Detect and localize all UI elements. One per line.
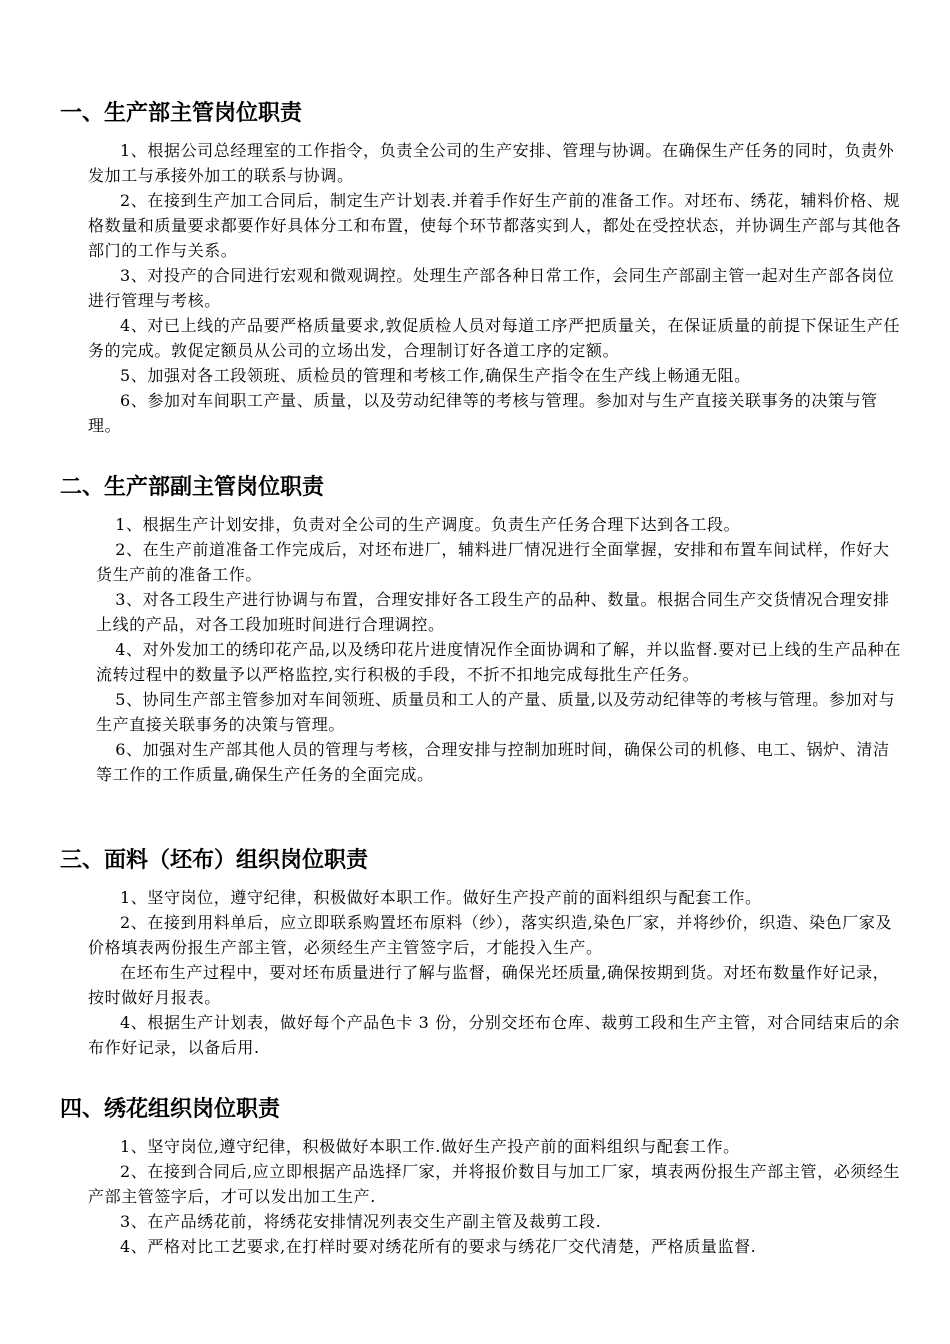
section-body-2 [96, 512, 901, 787]
paragraph: 4、对外发加工的绣印花产品,以及绣印花片进度情况作全面协调和了解，并以监督.要对已上线的生产品种在流转过程中的数量予以严格监控,实行积极的手段，不折不扣地完成每批生产任务。 [96, 640, 901, 684]
paragraph: 3、在产品绣花前，将绣花安排情况列表交生产副主管及裁剪工段. [120, 1212, 602, 1231]
paragraph: 1、根据生产计划安排，负责对全公司的生产调度。负责生产任务合理下达到各工段。 [115, 515, 741, 534]
section-title-4: 四、绣花组织岗位职责 [60, 1097, 281, 1122]
paragraph: 3、对投产的合同进行宏观和微观调控。处理生产部各种日常工作，会同生产部副主管一起对生产部各岗位进行管理与考核。 [88, 266, 895, 310]
paragraph: 4、对已上线的产品要严格质量要求,敦促质检人员对每道工序严把质量关，在保证质量的前提下保证生产任务的完成。敦促定额员从公司的立场出发，合理制订好各道工序的定额。 [88, 316, 901, 360]
section-title-1: 一、生产部主管岗位职责 [60, 101, 303, 126]
paragraph: 2、在生产前道准备工作完成后，对坯布进厂，辅料进厂情况进行全面掌握，安排和布置车间试样，作好大货生产前的准备工作。 [96, 540, 890, 584]
paragraph: 3、对各工段生产进行协调与布置，合理安排好各工段生产的品种、数量。根据合同生产交货情况合理安排上线的产品，对各工段加班时间进行合理调控。 [96, 590, 890, 634]
paragraph: 5、加强对各工段领班、质检员的管理和考核工作,确保生产指令在生产线上畅通无阻。 [120, 366, 751, 385]
section-body-1 [88, 138, 903, 438]
paragraph: 6、参加对车间职工产量、质量，以及劳动纪律等的考核与管理。参加对与生产直接关联事务的决策与管理。 [88, 391, 878, 435]
paragraph: 1、坚守岗位,遵守纪律，积极做好本职工作.做好生产投产前的面料组织与配套工作。 [120, 1137, 740, 1156]
paragraph: 1、根据公司总经理室的工作指令，负责全公司的生产安排、管理与协调。在确保生产任务的同时，负责外发加工与承接外加工的联系与协调。 [88, 141, 895, 185]
section-title-3: 三、面料（坯布）组织岗位职责 [60, 848, 369, 873]
section-body-4 [88, 1134, 903, 1259]
paragraph: 4、根据生产计划表，做好每个产品色卡 3 份，分别交坯布仓库、裁剪工段和生产主管，对合同结束后的余布作好记录，以备后用. [88, 1013, 900, 1057]
section-title-2: 二、生产部副主管岗位职责 [60, 475, 325, 500]
paragraph: 在坯布生产过程中，要对坯布质量进行了解与监督，确保光坯质量,确保按期到货。对坯布数量作好记录，按时做好月报表。 [88, 963, 890, 1007]
paragraph: 2、在接到生产加工合同后，制定生产计划表.并着手作好生产前的准备工作。对坯布、绣花，辅料价格、规格数量和质量要求都要作好具体分工和布置，使每个环节都落实到人，都处在受控状态，并协调生产部与其他各部门的工作与关系。 [88, 191, 902, 260]
paragraph: 2、在接到用料单后，应立即联系购置坯布原料（纱），落实织造,染色厂家，并将纱价，织造、染色厂家及价格填表两份报生产部主管，必须经生产主管签字后，才能投入生产。 [88, 913, 893, 957]
paragraph: 2、在接到合同后,应立即根据产品选择厂家，并将报价数目与加工厂家，填表两份报生产部主管，必须经生产部主管签字后，才可以发出加工生产. [88, 1162, 901, 1206]
paragraph: 5、协同生产部主管参加对车间领班、质量员和工人的产量、质量,以及劳动纪律等的考核与管理。参加对与生产直接关联事务的决策与管理。 [96, 690, 896, 734]
paragraph: 1、坚守岗位，遵守纪律，积极做好本职工作。做好生产投产前的面料组织与配套工作。 [120, 888, 762, 907]
paragraph: 4、严格对比工艺要求,在打样时要对绣花所有的要求与绣花厂交代清楚，严格质量监督. [120, 1237, 757, 1256]
section-body-3 [88, 885, 903, 1060]
paragraph: 6、加强对生产部其他人员的管理与考核，合理安排与控制加班时间，确保公司的机修、电工、锅炉、清洁等工作的工作质量,确保生产任务的全面完成。 [96, 740, 890, 784]
